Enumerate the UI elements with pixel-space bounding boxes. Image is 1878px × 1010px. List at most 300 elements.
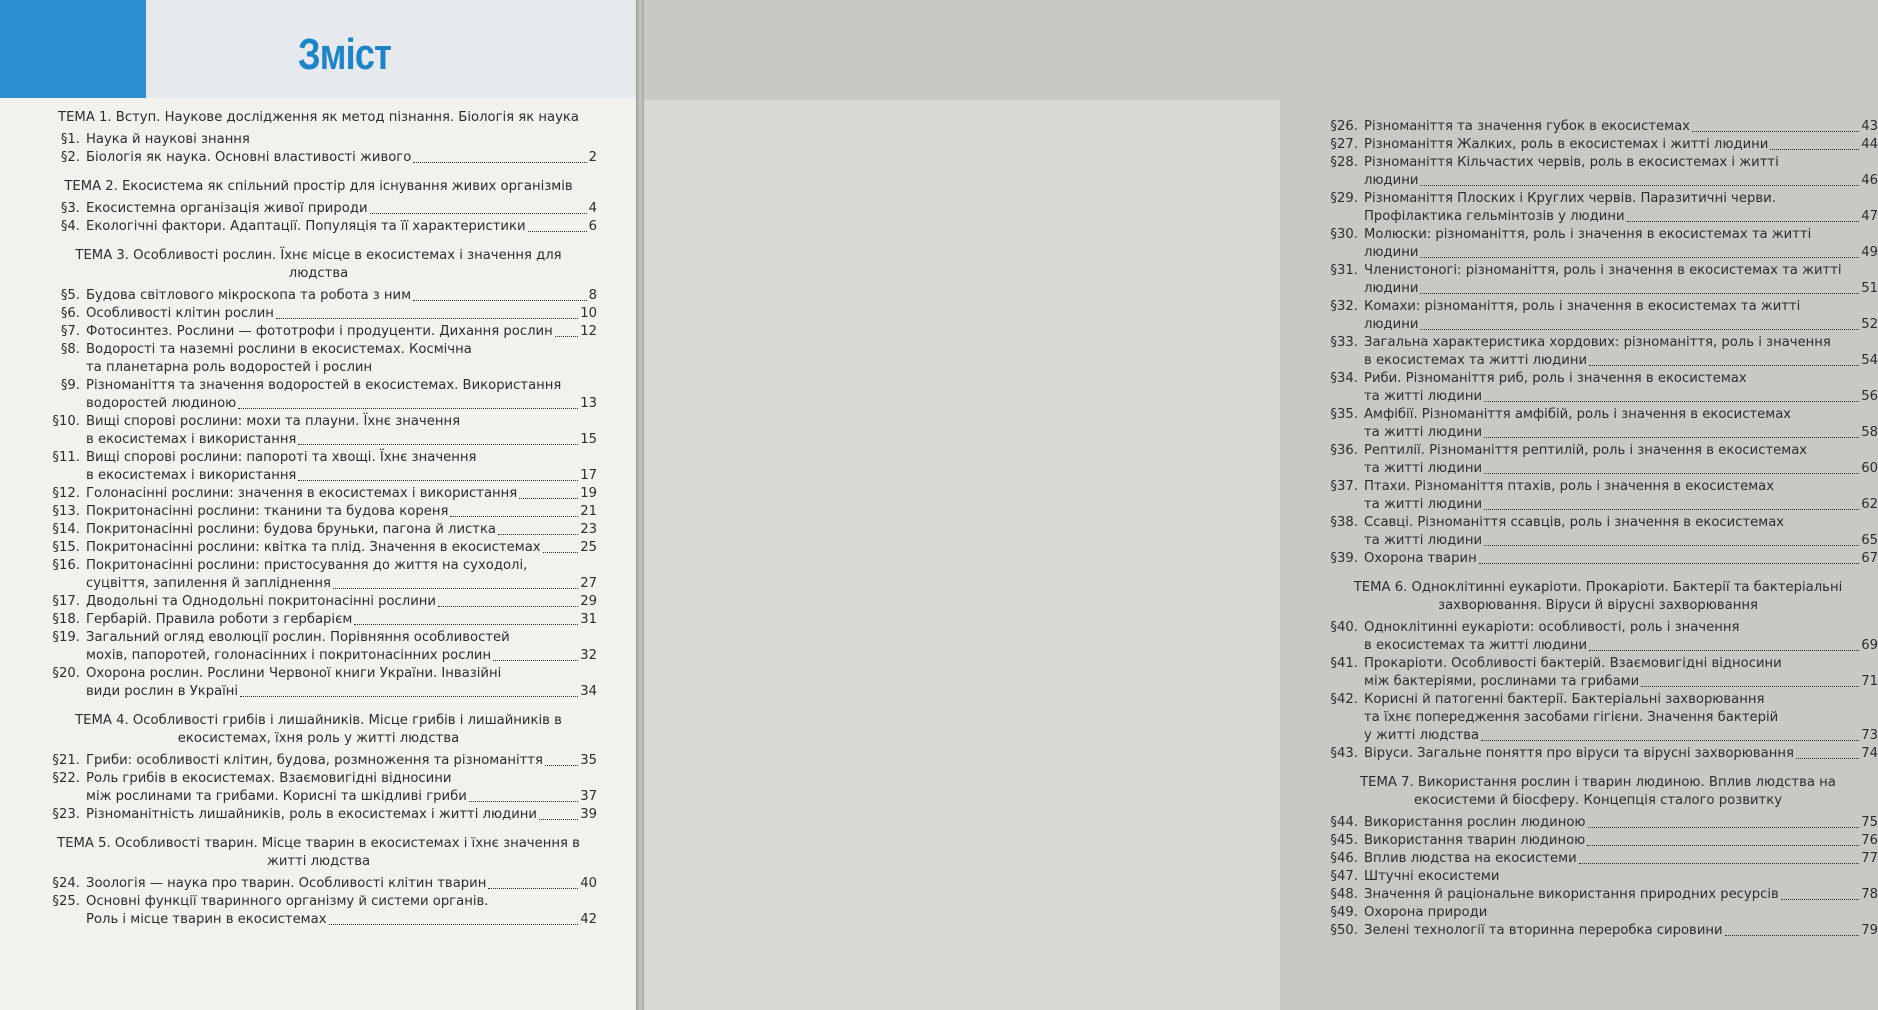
entry-title bbox=[1364, 904, 1878, 922]
topic-heading: ТЕМА 1. Вступ. Наукове дослідження як метод пізнання. Біологія як наука bbox=[58, 110, 579, 125]
entry-title-text: людини bbox=[1364, 173, 1419, 188]
paragraph-number: §43. bbox=[1330, 746, 1358, 761]
page-number: 2 bbox=[588, 150, 597, 165]
dot-leader bbox=[298, 444, 578, 445]
entry-title-line bbox=[1364, 832, 1878, 850]
paragraph-number: §49. bbox=[1330, 905, 1358, 920]
paragraph-number: §7. bbox=[60, 324, 80, 339]
entry-title-line bbox=[86, 305, 597, 323]
page-number: 23 bbox=[580, 522, 597, 537]
entry-title-text: Гербарій. Правила роботи з гербарієм bbox=[86, 612, 353, 627]
entry-title-line: Членистоногі: різноманіття, роль і значення в екосистемах та житті bbox=[1364, 263, 1842, 278]
toc-entry bbox=[1318, 442, 1878, 478]
entry-title-line: Водорості та наземні рослини в екосистемах. Космічна bbox=[86, 342, 472, 357]
toc-entry bbox=[1318, 832, 1878, 850]
dot-leader bbox=[539, 819, 578, 820]
dot-leader bbox=[333, 588, 578, 589]
paragraph-number: §30. bbox=[1330, 227, 1358, 242]
dot-leader bbox=[469, 801, 578, 802]
entry-title bbox=[86, 485, 597, 503]
toc-entry bbox=[1318, 745, 1878, 763]
page-number: 19 bbox=[580, 486, 597, 501]
dot-leader bbox=[1589, 365, 1859, 366]
entry-title-text: та житті людини bbox=[1364, 461, 1483, 476]
entry-title bbox=[86, 611, 597, 629]
entry-title bbox=[86, 557, 597, 593]
dot-leader bbox=[1579, 863, 1860, 864]
entry-title-line bbox=[86, 539, 597, 557]
paragraph-number: §4. bbox=[60, 219, 80, 234]
page-number: 62 bbox=[1861, 497, 1878, 512]
entry-title-text: види рослин в Україні bbox=[86, 684, 239, 699]
paragraph-number: §36. bbox=[1330, 443, 1358, 458]
paragraph-number: §23. bbox=[52, 807, 80, 822]
page-number: 47 bbox=[1861, 209, 1878, 224]
entry-title-line: Різноманіття Кільчастих червів, роль в екосистемах і житті bbox=[1364, 155, 1779, 170]
toc-entry bbox=[40, 806, 597, 824]
entry-title-line bbox=[1364, 496, 1878, 514]
right-page bbox=[644, 0, 1878, 1010]
paragraph-number: §44. bbox=[1330, 815, 1358, 830]
page-number: 6 bbox=[588, 219, 597, 234]
entry-title bbox=[1364, 814, 1878, 832]
page-number: 8 bbox=[588, 288, 597, 303]
page-number: 43 bbox=[1861, 119, 1878, 134]
book-gutter bbox=[636, 0, 644, 1010]
page-number: 60 bbox=[1861, 461, 1878, 476]
toc-entry bbox=[40, 149, 597, 167]
dot-leader bbox=[488, 888, 578, 889]
entry-title bbox=[86, 539, 597, 557]
entry-title-line bbox=[1364, 244, 1878, 262]
entry-title-text: Покритонасінні рослини: будова бруньки, пагона й листка bbox=[86, 522, 497, 537]
dot-leader bbox=[1641, 686, 1859, 687]
toc-entry bbox=[1318, 190, 1878, 226]
entry-title bbox=[1364, 370, 1878, 406]
entry-title bbox=[86, 593, 597, 611]
page-number: 79 bbox=[1861, 923, 1878, 938]
topic-heading: ТЕМА 3. Особливості рослин. Їхнє місце в екосистемах і значення для людства bbox=[75, 248, 562, 281]
entry-title-line bbox=[86, 647, 597, 665]
entry-title bbox=[86, 875, 597, 893]
entry-title-line bbox=[86, 323, 597, 341]
paragraph-number: §15. bbox=[52, 540, 80, 555]
entry-title-line: Загальний огляд еволюції рослин. Порівняння особливостей bbox=[86, 630, 510, 645]
entry-title bbox=[86, 521, 597, 539]
entry-title-line: Основні функції тваринного організму й системи органів. bbox=[86, 894, 489, 909]
entry-title-line: Комахи: різноманіття, роль і значення в екосистемах та житті bbox=[1364, 299, 1801, 314]
entry-title-text: суцвіття, запилення й запліднення bbox=[86, 576, 331, 591]
dot-leader bbox=[1588, 827, 1860, 828]
entry-title-text: та житті людини bbox=[1364, 425, 1483, 440]
entry-title-line bbox=[86, 788, 597, 806]
toc-entry bbox=[40, 539, 597, 557]
dot-leader bbox=[545, 765, 578, 766]
dot-leader bbox=[413, 300, 587, 301]
entry-title-text: Значення й раціональне використання природних ресурсів bbox=[1364, 887, 1779, 902]
toc-right-column bbox=[1318, 118, 1878, 940]
page-number: 75 bbox=[1861, 815, 1878, 830]
dot-leader bbox=[1770, 149, 1859, 150]
entry-title-line bbox=[1364, 550, 1878, 568]
entry-title-text: Екосистемна організація живої природи bbox=[86, 201, 368, 216]
dot-leader bbox=[1420, 257, 1859, 258]
dot-leader bbox=[1781, 899, 1859, 900]
dot-leader bbox=[450, 516, 578, 517]
paragraph-number: §38. bbox=[1330, 515, 1358, 530]
entry-title-line bbox=[1364, 745, 1878, 763]
entry-title-text: в екосистемах та житті людини bbox=[1364, 353, 1588, 368]
paragraph-number: §28. bbox=[1330, 155, 1358, 170]
page-number: 51 bbox=[1861, 281, 1878, 296]
entry-title bbox=[1364, 619, 1878, 655]
paragraph-number: §25. bbox=[52, 894, 80, 909]
entry-title-line bbox=[86, 467, 597, 485]
page-number: 39 bbox=[580, 807, 597, 822]
page-number: 71 bbox=[1861, 674, 1878, 689]
entry-title-line bbox=[1364, 727, 1878, 745]
paragraph-number: §39. bbox=[1330, 551, 1358, 566]
entry-title bbox=[1364, 745, 1878, 763]
dot-leader bbox=[1484, 401, 1859, 402]
entry-title-line bbox=[1364, 868, 1878, 886]
entry-title-line bbox=[86, 218, 597, 236]
entry-title-line bbox=[1364, 316, 1878, 334]
entry-title bbox=[86, 323, 597, 341]
paragraph-number: §35. bbox=[1330, 407, 1358, 422]
paragraph-number: §27. bbox=[1330, 137, 1358, 152]
toc-entry bbox=[1318, 868, 1878, 886]
entry-title-line bbox=[1364, 460, 1878, 478]
entry-title-line: Риби. Різноманіття риб, роль і значення в екосистемах bbox=[1364, 371, 1747, 386]
dot-leader bbox=[1587, 845, 1859, 846]
toc-entry bbox=[1318, 136, 1878, 154]
entry-title-text: Будова світлового мікроскопа та робота з ним bbox=[86, 288, 412, 303]
entry-title bbox=[86, 665, 597, 701]
left-page bbox=[0, 0, 636, 1010]
dot-leader bbox=[1627, 221, 1860, 222]
page-number: 56 bbox=[1861, 389, 1878, 404]
page-number: 46 bbox=[1861, 173, 1878, 188]
page-number: 32 bbox=[580, 648, 597, 663]
entry-title-text: Використання тварин людиною bbox=[1364, 833, 1586, 848]
entry-title-line bbox=[86, 683, 597, 701]
paragraph-number: §40. bbox=[1330, 620, 1358, 635]
entry-title bbox=[1364, 655, 1878, 691]
entry-title bbox=[86, 770, 597, 806]
entry-title-text: в екосистемах і використання bbox=[86, 432, 297, 447]
paragraph-number: §47. bbox=[1330, 869, 1358, 884]
paragraph-number: §22. bbox=[52, 771, 80, 786]
entry-title-text: в екосистемах і використання bbox=[86, 468, 297, 483]
entry-title-line bbox=[86, 593, 597, 611]
dot-leader bbox=[413, 162, 586, 163]
entry-title bbox=[86, 149, 597, 167]
page-number: 65 bbox=[1861, 533, 1878, 548]
entry-title-text: Голонасінні рослини: значення в екосистемах і використання bbox=[86, 486, 518, 501]
toc-entry bbox=[40, 449, 597, 485]
entry-title bbox=[1364, 922, 1878, 940]
entry-title-line bbox=[1364, 136, 1878, 154]
dot-leader bbox=[1420, 185, 1859, 186]
entry-title bbox=[1364, 190, 1878, 226]
entry-title-line bbox=[86, 806, 597, 824]
entry-title bbox=[86, 131, 597, 149]
toc-entry bbox=[1318, 886, 1878, 904]
page-number: 25 bbox=[580, 540, 597, 555]
entry-title-line: Вищі спорові рослини: папороті та хвощі. Їхнє значення bbox=[86, 450, 477, 465]
paragraph-number: §12. bbox=[52, 486, 80, 501]
entry-title-line bbox=[86, 287, 597, 305]
entry-title-text: мохів, папоротей, голонасінних і покритонасінних рослин bbox=[86, 648, 492, 663]
paragraph-number: §2. bbox=[60, 150, 80, 165]
paragraph-number: §9. bbox=[60, 378, 80, 393]
paragraph-number: §32. bbox=[1330, 299, 1358, 314]
entry-title-line: Одноклітинні еукаріоти: особливості, роль і значення bbox=[1364, 620, 1740, 635]
toc-entry bbox=[1318, 334, 1878, 370]
topic-heading: ТЕМА 2. Екосистема як спільний простір для існування живих організмів bbox=[64, 179, 573, 194]
paragraph-number: §24. bbox=[52, 876, 80, 891]
entry-title-text: між рослинами та грибами. Корисні та шкідливі гриби bbox=[86, 789, 467, 804]
entry-title-text: людини bbox=[1364, 317, 1419, 332]
dot-leader bbox=[555, 336, 578, 337]
page-number: 17 bbox=[580, 468, 597, 483]
paragraph-number: §3. bbox=[60, 201, 80, 216]
toc-entry bbox=[40, 131, 597, 149]
entry-title-line: Різноманіття Плоских і Круглих червів. Паразитичні черви. bbox=[1364, 191, 1776, 206]
dot-leader bbox=[276, 318, 578, 319]
entry-title-line: Роль грибів в екосистемах. Взаємовигідні відносини bbox=[86, 771, 452, 786]
entry-title-text: Охорона тварин bbox=[1364, 551, 1477, 566]
dot-leader bbox=[543, 552, 579, 553]
entry-title bbox=[86, 287, 597, 305]
entry-title-text: та планетарна роль водоростей і рослин bbox=[86, 360, 373, 375]
dot-leader bbox=[1484, 509, 1859, 510]
page-number: 29 bbox=[580, 594, 597, 609]
paragraph-number: §18. bbox=[52, 612, 80, 627]
page-number: 67 bbox=[1861, 551, 1878, 566]
toc-entry bbox=[40, 593, 597, 611]
entry-title bbox=[86, 629, 597, 665]
toc-entry bbox=[1318, 514, 1878, 550]
page-number: 15 bbox=[580, 432, 597, 447]
entry-title-text: Екологічні фактори. Адаптації. Популяція та її характеристики bbox=[86, 219, 526, 234]
toc-entry bbox=[40, 200, 597, 218]
toc-entry bbox=[40, 287, 597, 305]
dot-leader bbox=[493, 660, 578, 661]
toc-entry bbox=[1318, 850, 1878, 868]
entry-title-line: Вищі спорові рослини: мохи та плауни. Їхнє значення bbox=[86, 414, 461, 429]
entry-title bbox=[1364, 298, 1878, 334]
toc-entry bbox=[1318, 478, 1878, 514]
toc-entry bbox=[40, 557, 597, 593]
entry-title-line bbox=[86, 395, 597, 413]
entry-title-text: Дводольні та Однодольні покритонасінні рослини bbox=[86, 594, 436, 609]
entry-title-line bbox=[86, 431, 597, 449]
dot-leader bbox=[240, 696, 578, 697]
toc-entry bbox=[1318, 904, 1878, 922]
entry-title-text: Штучні екосистеми bbox=[1364, 869, 1500, 884]
entry-title bbox=[1364, 442, 1878, 478]
entry-title-text: у житті людства bbox=[1364, 728, 1480, 743]
topic-heading: ТЕМА 4. Особливості грибів і лишайників. Місце грибів і лишайників в екосистемах, їхня роль у житті людства bbox=[75, 713, 562, 746]
entry-title bbox=[86, 200, 597, 218]
entry-title bbox=[86, 449, 597, 485]
paragraph-number: §17. bbox=[52, 594, 80, 609]
entry-title-text: Використання рослин людиною bbox=[1364, 815, 1586, 830]
entry-title-line bbox=[86, 200, 597, 218]
toc-left-column bbox=[40, 109, 597, 929]
toc-entry bbox=[1318, 550, 1878, 568]
entry-title-text: Різноманіття та значення губок в екосистемах bbox=[1364, 119, 1690, 134]
toc-entry bbox=[1318, 262, 1878, 298]
entry-title bbox=[86, 377, 597, 413]
entry-title-line bbox=[1364, 172, 1878, 190]
entry-title bbox=[1364, 406, 1878, 442]
entry-title-line bbox=[1364, 673, 1878, 691]
entry-title-text: людини bbox=[1364, 281, 1419, 296]
paragraph-number: §5. bbox=[60, 288, 80, 303]
entry-title-text: та житті людини bbox=[1364, 389, 1483, 404]
paragraph-number: §13. bbox=[52, 504, 80, 519]
paragraph-number: §26. bbox=[1330, 119, 1358, 134]
toc-entry bbox=[1318, 922, 1878, 940]
dot-leader bbox=[1484, 437, 1859, 438]
entry-title-text: Різноманітність лишайників, роль в екосистемах і житті людини bbox=[86, 807, 537, 822]
entry-title-text: водоростей людиною bbox=[86, 396, 237, 411]
entry-title-line bbox=[86, 611, 597, 629]
toc-entry bbox=[40, 503, 597, 521]
entry-title-line: Амфібії. Різноманіття амфібій, роль і значення в екосистемах bbox=[1364, 407, 1792, 422]
entry-title bbox=[86, 341, 597, 377]
page-number: 49 bbox=[1861, 245, 1878, 260]
dot-leader bbox=[1481, 740, 1859, 741]
entry-title-line bbox=[86, 359, 597, 377]
entry-title-line bbox=[1364, 532, 1878, 550]
toc-entry bbox=[1318, 154, 1878, 190]
toc-entry bbox=[40, 323, 597, 341]
entry-title bbox=[1364, 832, 1878, 850]
entry-title-text: в екосистемах та житті людини bbox=[1364, 638, 1588, 653]
entry-title-line bbox=[1364, 886, 1878, 904]
topic-heading: ТЕМА 7. Використання рослин і тварин людиною. Вплив людства на екосистеми й біосферу. Концепція сталого розвитку bbox=[1360, 775, 1836, 808]
page-number: 69 bbox=[1861, 638, 1878, 653]
paragraph-number: §34. bbox=[1330, 371, 1358, 386]
entry-title-line: Різноманіття та значення водоростей в екосистемах. Використання bbox=[86, 378, 562, 393]
dot-leader bbox=[354, 624, 578, 625]
toc-entry bbox=[1318, 655, 1878, 691]
paragraph-number: §8. bbox=[60, 342, 80, 357]
entry-title-text: Зелені технології та вторинна переробка сировини bbox=[1364, 923, 1723, 938]
dot-leader bbox=[238, 408, 578, 409]
dot-leader bbox=[1479, 563, 1860, 564]
dot-leader bbox=[1484, 545, 1859, 546]
toc-entry bbox=[1318, 226, 1878, 262]
page-number: 35 bbox=[580, 753, 597, 768]
entry-title-text: та житті людини bbox=[1364, 497, 1483, 512]
page-number: 42 bbox=[580, 912, 597, 927]
entry-title-text: Біологія як наука. Основні властивості живого bbox=[86, 150, 412, 165]
page-number: 54 bbox=[1861, 353, 1878, 368]
entry-title-line bbox=[1364, 280, 1878, 298]
entry-title-text: Наука й наукові знання bbox=[86, 132, 250, 147]
toc-entry bbox=[1318, 691, 1878, 745]
entry-title-line bbox=[86, 521, 597, 539]
paragraph-number: §16. bbox=[52, 558, 80, 573]
entry-title bbox=[1364, 262, 1878, 298]
page-number: 12 bbox=[580, 324, 597, 339]
entry-title bbox=[1364, 154, 1878, 190]
entry-title-line bbox=[1364, 904, 1878, 922]
dot-leader bbox=[519, 498, 578, 499]
entry-title bbox=[86, 893, 597, 929]
entry-title bbox=[86, 806, 597, 824]
paragraph-number: §10. bbox=[52, 414, 80, 429]
entry-title-line bbox=[86, 131, 597, 149]
page-number: 37 bbox=[580, 789, 597, 804]
entry-title-line: Ссавці. Різноманіття ссавців, роль і значення в екосистемах bbox=[1364, 515, 1785, 530]
page-number: 4 bbox=[588, 201, 597, 216]
entry-title-line bbox=[86, 149, 597, 167]
entry-title bbox=[1364, 334, 1878, 370]
paragraph-number: §21. bbox=[52, 753, 80, 768]
toc-entry bbox=[1318, 814, 1878, 832]
toc-entry bbox=[40, 521, 597, 539]
toc-entry bbox=[40, 893, 597, 929]
toc-entry bbox=[1318, 298, 1878, 334]
entry-title bbox=[1364, 226, 1878, 262]
entry-title-line: Корисні й патогенні бактерії. Бактеріальні захворювання bbox=[1364, 692, 1765, 707]
toc-entry bbox=[40, 752, 597, 770]
page-number: 40 bbox=[580, 876, 597, 891]
toc-entry bbox=[40, 875, 597, 893]
entry-title-text: Фотосинтез. Рослини — фототрофи і продуценти. Дихання рослин bbox=[86, 324, 553, 339]
page-number: 52 bbox=[1861, 317, 1878, 332]
entry-title-line: Рептилії. Різноманіття рептилій, роль і значення в екосистемах bbox=[1364, 443, 1808, 458]
entry-title bbox=[1364, 118, 1878, 136]
page-number: 31 bbox=[580, 612, 597, 627]
entry-title-text: Покритонасінні рослини: квітка та плід. Значення в екосистемах bbox=[86, 540, 541, 555]
header-accent-block bbox=[0, 0, 146, 98]
toc-entry bbox=[1318, 370, 1878, 406]
entry-title-line bbox=[1364, 352, 1878, 370]
entry-title-line: Прокаріоти. Особливості бактерій. Взаємовигідні відносини bbox=[1364, 656, 1782, 671]
entry-title-line bbox=[86, 875, 597, 893]
paragraph-number: §45. bbox=[1330, 833, 1358, 848]
paragraph-number: §33. bbox=[1330, 335, 1358, 350]
toc-entry bbox=[40, 611, 597, 629]
paragraph-number: §20. bbox=[52, 666, 80, 681]
entry-title-text: Вплив людства на екосистеми bbox=[1364, 851, 1577, 866]
entry-title-line: Птахи. Різноманіття птахів, роль і значення в екосистемах bbox=[1364, 479, 1775, 494]
entry-title bbox=[1364, 478, 1878, 514]
entry-title-line bbox=[1364, 388, 1878, 406]
entry-title-text: Віруси. Загальне поняття про віруси та вірусні захворювання bbox=[1364, 746, 1794, 761]
toc-entry bbox=[40, 413, 597, 449]
page-title: Зміст bbox=[298, 30, 391, 79]
paragraph-number: §50. bbox=[1330, 923, 1358, 938]
paragraph-number: §37. bbox=[1330, 479, 1358, 494]
toc-entry bbox=[40, 305, 597, 323]
dot-leader bbox=[1796, 758, 1859, 759]
entry-title-line bbox=[86, 752, 597, 770]
toc-entry bbox=[40, 377, 597, 413]
page-number: 27 bbox=[580, 576, 597, 591]
entry-title bbox=[1364, 868, 1878, 886]
paragraph-number: §31. bbox=[1330, 263, 1358, 278]
page-number: 74 bbox=[1861, 746, 1878, 761]
entry-title-line bbox=[86, 485, 597, 503]
